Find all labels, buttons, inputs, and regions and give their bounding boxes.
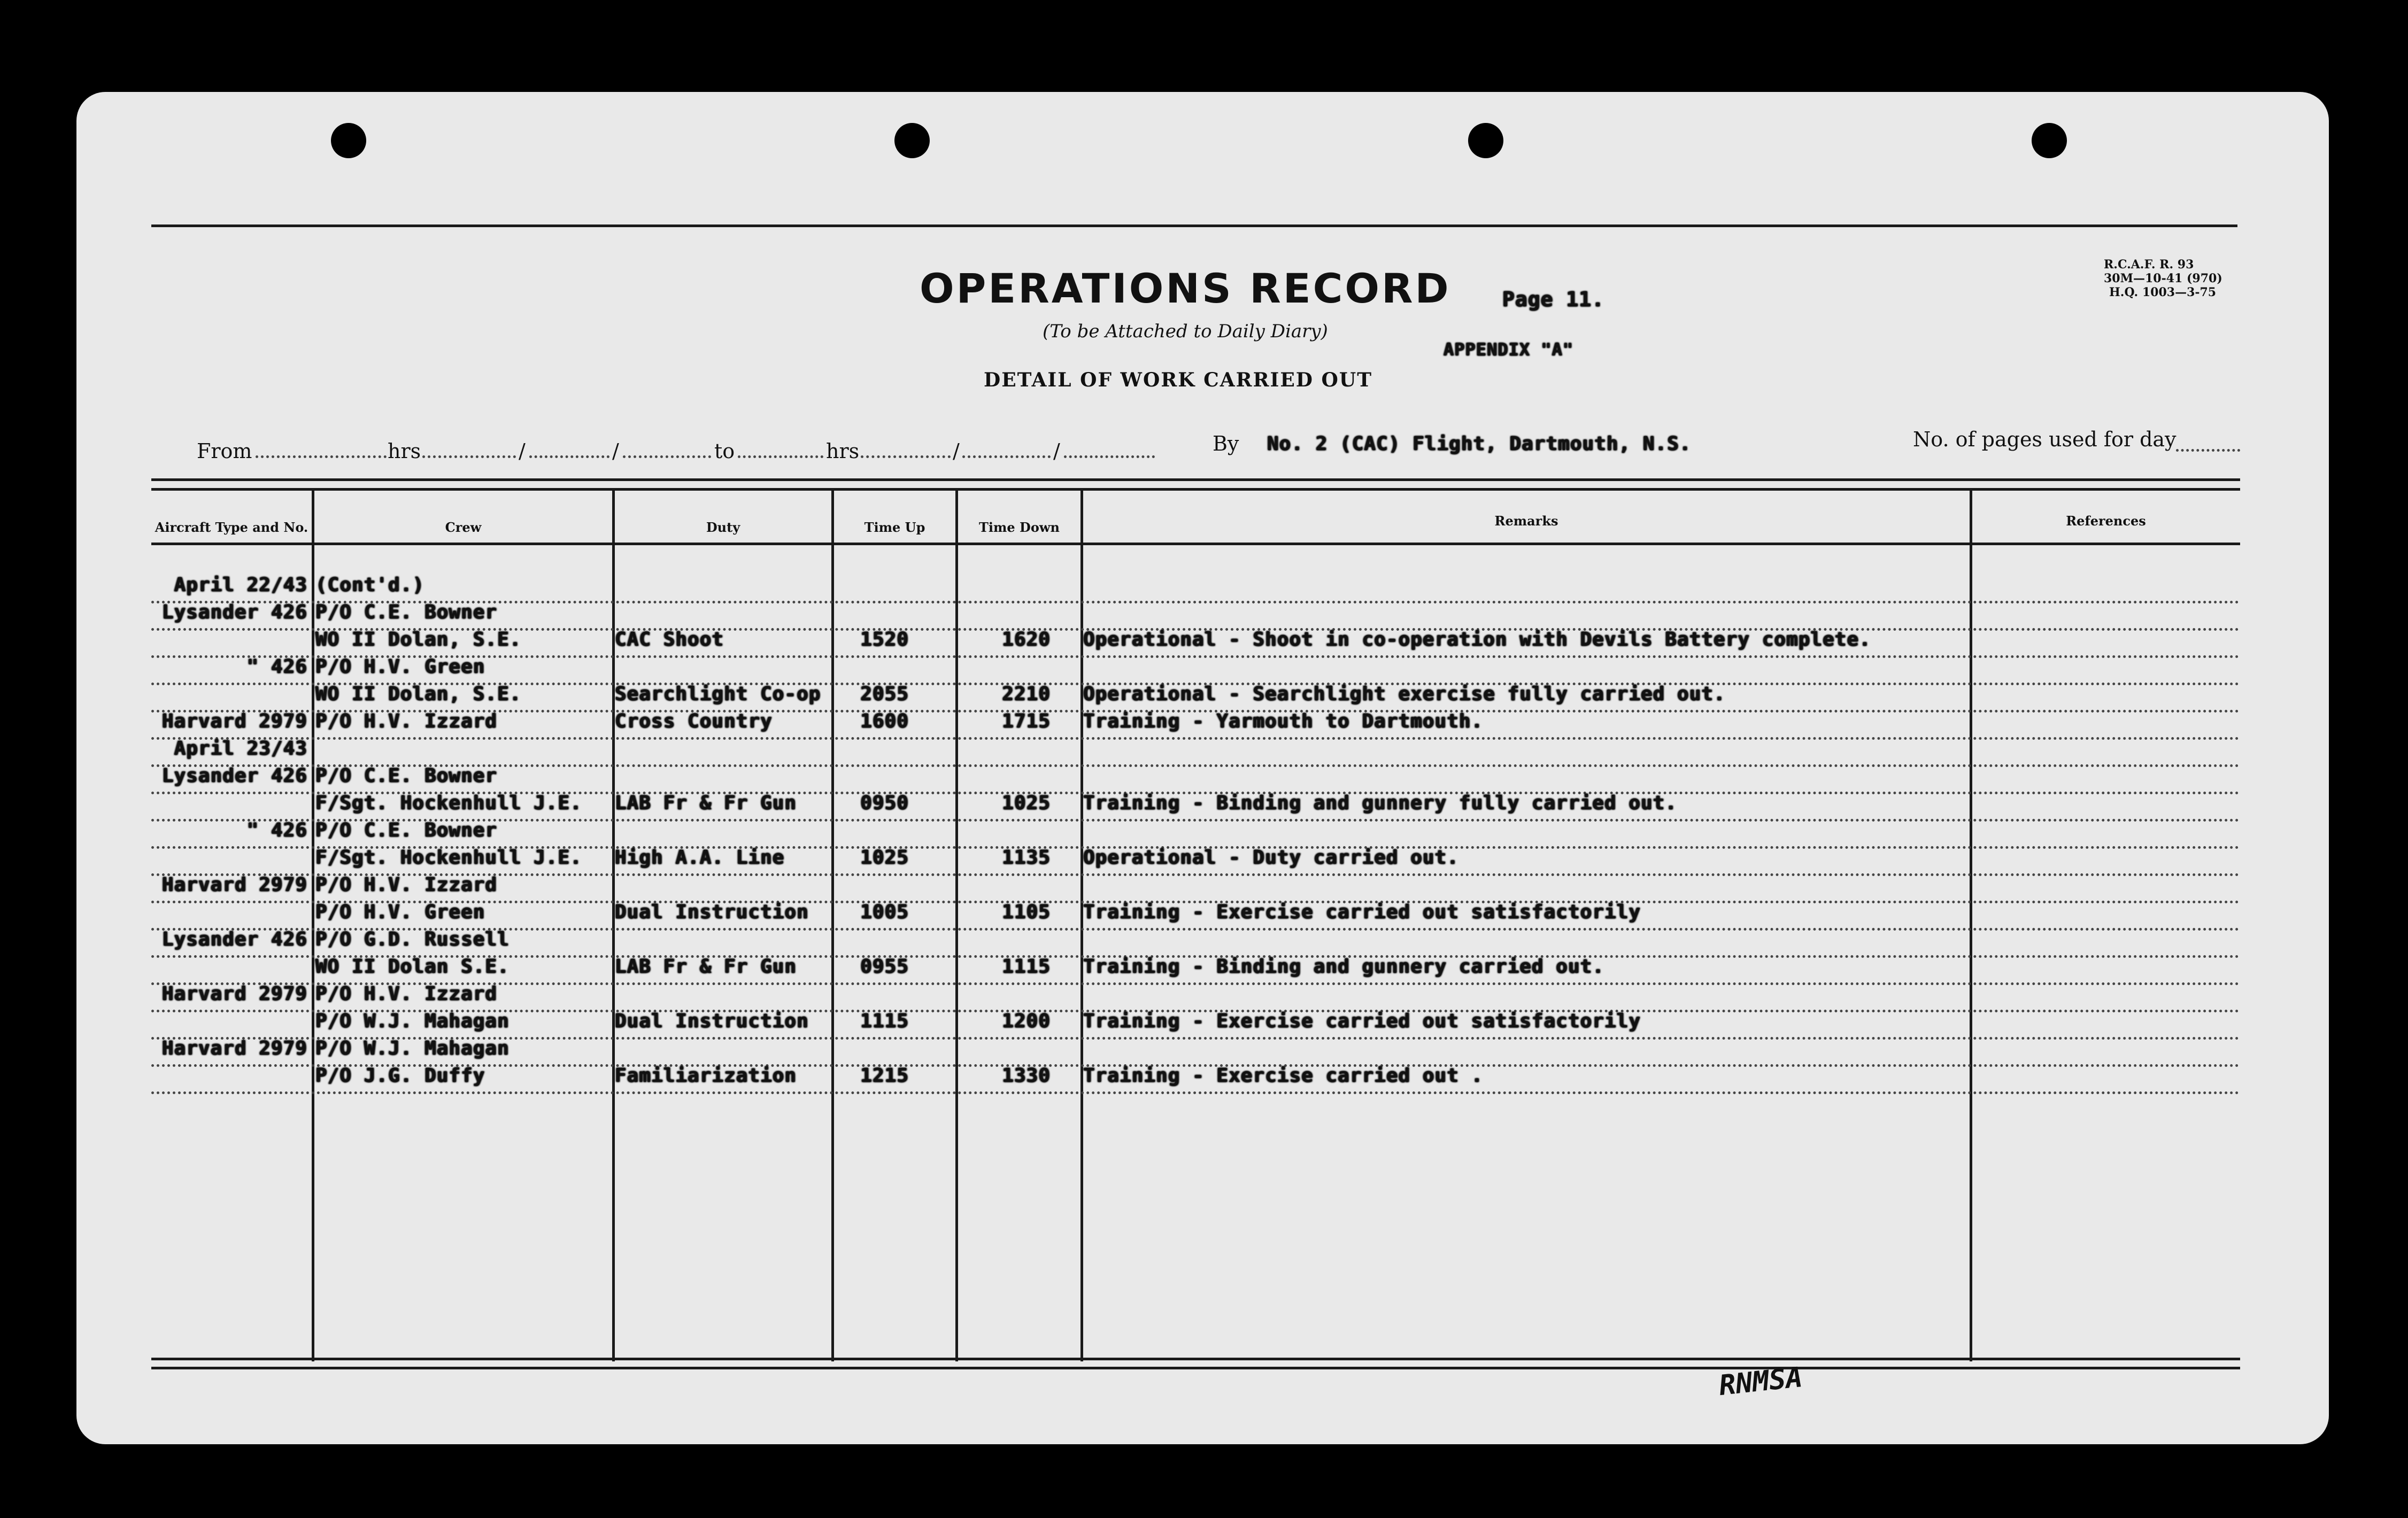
cell-duty: High A.A. Line [615, 847, 785, 869]
cell-crew: P/O G.D. Russell [315, 928, 510, 950]
col-time-up: Time Up [864, 520, 925, 535]
cell-aircraft: Harvard 2979 [161, 983, 307, 1005]
cell-aircraft: " 426 [246, 656, 307, 678]
cell-aircraft: April 23/43 [174, 738, 307, 760]
cell-up: 0955 [860, 956, 909, 978]
cell-duty: CAC Shoot [615, 629, 724, 650]
cell-remarks: Training - Exercise carried out . [1083, 1065, 1484, 1087]
cell-down: 1330 [1002, 1065, 1051, 1087]
cell-down: 1115 [1002, 956, 1051, 978]
cell-crew: P/O H.V. Green [315, 656, 485, 678]
cell-down: 1135 [1002, 847, 1051, 869]
cell-crew: P/O J.G. Duffy [315, 1065, 485, 1087]
cell-crew: F/Sgt. Hockenhull J.E. [315, 792, 582, 814]
by-value: No. 2 (CAC) Flight, Dartmouth, N.S. [1267, 433, 1692, 455]
punch-hole [1468, 123, 1503, 158]
cell-aircraft: April 22/43 [174, 574, 307, 596]
cell-aircraft: " 426 [246, 819, 307, 841]
form-code-1: R.C.A.F. R. 93 [2104, 258, 2194, 272]
form-title: OPERATIONS RECORD [920, 265, 1451, 312]
cell-crew: P/O H.V. Green [315, 901, 485, 923]
cell-remarks: Operational - Shoot in co-operation with Devils Battery complete. [1083, 629, 1871, 650]
cell-duty: Dual Instruction [615, 1010, 809, 1032]
row-rule [151, 737, 2240, 740]
cell-aircraft: Harvard 2979 [161, 874, 307, 896]
cell-up: 1115 [860, 1010, 909, 1032]
cell-crew: (Cont'd.) [315, 574, 425, 596]
cell-down: 1105 [1002, 901, 1051, 923]
form-heading: DETAIL OF WORK CARRIED OUT [984, 369, 1373, 391]
col-time-down: Time Down [979, 520, 1060, 535]
cell-remarks: Training - Binding and gunnery fully carried out. [1083, 792, 1678, 814]
cell-crew: P/O W.J. Mahagan [315, 1037, 510, 1059]
cell-crew: P/O C.E. Bowner [315, 765, 498, 787]
cell-down: 1025 [1002, 792, 1051, 814]
punch-hole [331, 123, 366, 158]
cell-down: 2210 [1002, 683, 1051, 705]
table-top-rule [151, 478, 2240, 481]
col-references: References [2066, 513, 2146, 529]
hrs-label-2: hrs [826, 439, 860, 463]
punch-hole [894, 123, 930, 158]
cell-up: 0950 [860, 792, 909, 814]
row-rule [151, 1091, 2240, 1094]
cell-crew: F/Sgt. Hockenhull J.E. [315, 847, 582, 869]
appendix-stamp: APPENDIX "A" [1444, 339, 1574, 360]
cell-crew: P/O W.J. Mahagan [315, 1010, 510, 1032]
cell-aircraft: Lysander 426 [161, 928, 307, 950]
cell-remarks: Training - Exercise carried out satisfactorily [1083, 1010, 1641, 1032]
cell-duty: LAB Fr & Fr Gun [615, 792, 797, 814]
punch-hole [2032, 123, 2067, 158]
col-duty: Duty [706, 520, 740, 535]
cell-down: 1200 [1002, 1010, 1051, 1032]
cell-duty: Dual Instruction [615, 901, 809, 923]
cell-down: 1620 [1002, 629, 1051, 650]
cell-up: 2055 [860, 683, 909, 705]
top-rule [151, 224, 2237, 227]
col-aircraft: Aircraft Type and No. [155, 520, 308, 535]
cell-remarks: Training - Exercise carried out satisfactorily [1083, 901, 1641, 923]
cell-crew: P/O H.V. Izzard [315, 710, 498, 732]
cell-remarks: Training - Yarmouth to Dartmouth. [1083, 710, 1484, 732]
page-stamp: Page 11. [1502, 288, 1605, 311]
header-rule [151, 543, 2240, 545]
cell-up: 1600 [860, 710, 909, 732]
by-label: By [1213, 432, 1239, 455]
hrs-label: hrs [388, 439, 421, 463]
form-code-3: H.Q. 1003—3-75 [2109, 285, 2217, 299]
cell-aircraft: Lysander 426 [161, 601, 307, 623]
cell-remarks: Operational - Searchlight exercise fully carried out. [1083, 683, 1726, 705]
cell-crew: WO II Dolan, S.E. [315, 629, 522, 650]
cell-remarks: Training - Binding and gunnery carried out. [1083, 956, 1604, 978]
cell-aircraft: Harvard 2979 [161, 1037, 307, 1059]
cell-up: 1005 [860, 901, 909, 923]
form-code-2: 30M—10-41 (970) [2104, 272, 2222, 285]
cell-crew: P/O H.V. Izzard [315, 983, 498, 1005]
cell-aircraft: Lysander 426 [161, 765, 307, 787]
cell-crew: P/O C.E. Bowner [315, 819, 498, 841]
col-remarks: Remarks [1494, 513, 1558, 529]
cell-crew: P/O H.V. Izzard [315, 874, 498, 896]
cell-crew: WO II Dolan, S.E. [315, 683, 522, 705]
form-subtitle: (To be Attached to Daily Diary) [1043, 321, 1328, 342]
cell-duty: LAB Fr & Fr Gun [615, 956, 797, 978]
signature: RNMSA [1717, 1361, 1804, 1403]
cell-up: 1025 [860, 847, 909, 869]
cell-aircraft: Harvard 2979 [161, 710, 307, 732]
cell-remarks: Operational - Duty carried out. [1083, 847, 1459, 869]
table-bottom-rule [151, 1358, 2240, 1360]
col-crew: Crew [445, 520, 482, 535]
cell-crew: WO II Dolan S.E. [315, 956, 510, 978]
cell-duty: Searchlight Co-op [615, 683, 821, 705]
cell-duty: Familiarization [615, 1065, 797, 1087]
cell-up: 1520 [860, 629, 909, 650]
from-label: From [197, 439, 252, 463]
cell-crew: P/O C.E. Bowner [315, 601, 498, 623]
cell-up: 1215 [860, 1065, 909, 1087]
cell-down: 1715 [1002, 710, 1051, 732]
pages-label: No. of pages used for day [1913, 428, 2177, 451]
to-label: to [714, 439, 735, 463]
cell-duty: Cross Country [615, 710, 773, 732]
